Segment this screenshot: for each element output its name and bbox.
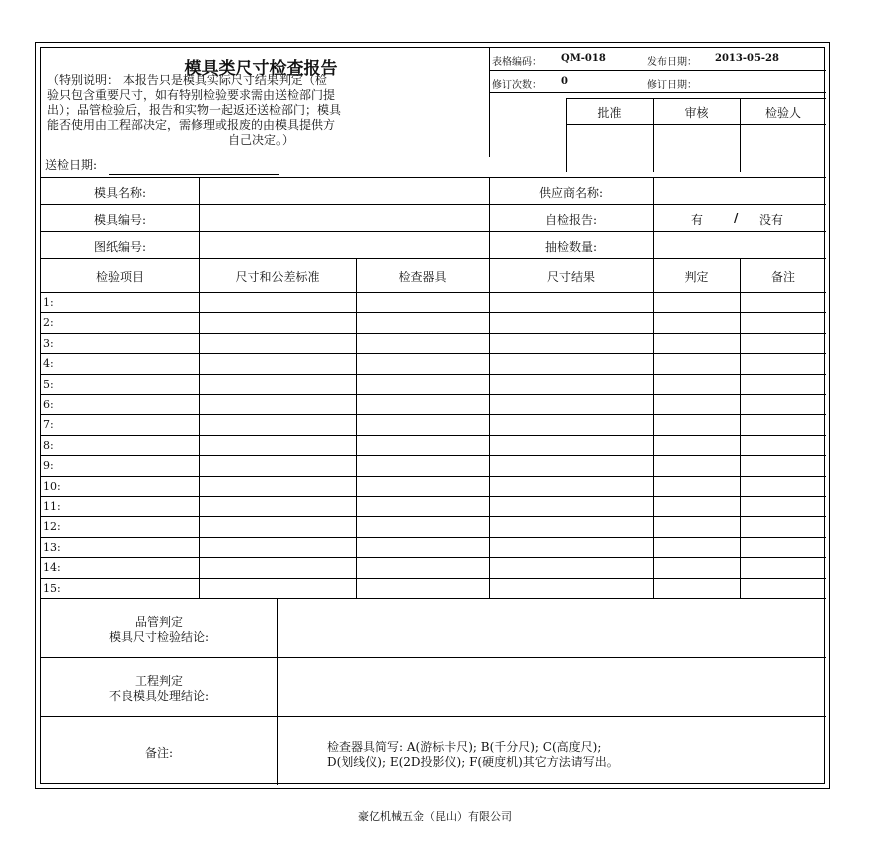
- rule: [41, 258, 826, 259]
- row-rule: [41, 374, 826, 375]
- header-divider: [489, 48, 490, 157]
- send-date-field[interactable]: [109, 174, 279, 175]
- approve-signature[interactable]: [567, 125, 653, 172]
- send-date-label: 送检日期:: [45, 158, 98, 172]
- note-line-5: 自己决定。）: [227, 133, 294, 147]
- note-line-2: 验只包含重要尺寸，如有特别检验要求需由送检部门提: [47, 88, 336, 102]
- row-number: 12:: [43, 520, 61, 533]
- row-number: 14:: [43, 561, 61, 574]
- row-number: 7:: [43, 418, 54, 431]
- remark-line1: 检查器具简写: A(游标卡尺); B(千分尺); C(高度尺);: [327, 740, 602, 754]
- note-line-4: 能否使用由工程部决定，需修理或报废的由模具提供方: [47, 118, 336, 132]
- supplier-name-field[interactable]: [654, 178, 826, 204]
- rule: [356, 258, 357, 598]
- row-rule: [41, 496, 826, 497]
- form-code-label: 表格编码：: [492, 57, 542, 68]
- remark-line2: D(划线仪); E(2D投影仪); F(硬度机)其它方法请写出。: [327, 755, 619, 769]
- self-check-yes[interactable]: 有: [691, 213, 704, 227]
- self-check-separator: /: [734, 211, 739, 225]
- row-number: 11:: [43, 500, 61, 513]
- row-rule: [41, 333, 826, 334]
- revision-value: 0: [561, 76, 568, 87]
- col-result: 尺寸结果: [546, 270, 595, 284]
- row-rule: [41, 394, 826, 395]
- col-remark: 备注: [770, 270, 795, 284]
- row-number: 2:: [43, 316, 54, 329]
- review-label: 审核: [684, 106, 709, 120]
- rule: [41, 292, 826, 293]
- mold-no-field[interactable]: [200, 205, 489, 231]
- report-frame: [40, 47, 825, 784]
- col-judge: 判定: [684, 270, 709, 284]
- mold-no-label: 模具编号:: [93, 213, 147, 227]
- col-standard: 尺寸和公差标准: [235, 270, 320, 284]
- report-sheet: [35, 42, 830, 789]
- row-rule: [41, 557, 826, 558]
- row-rule: [41, 516, 826, 517]
- drawing-no-label: 图纸编号:: [93, 240, 147, 254]
- rule: [41, 716, 826, 717]
- row-rule: [41, 537, 826, 538]
- row-number: 15:: [43, 582, 61, 595]
- rule: [740, 258, 741, 598]
- rule: [566, 98, 826, 99]
- row-rule: [41, 455, 826, 456]
- eng-conclusion-field[interactable]: [278, 658, 826, 716]
- supplier-name-label: 供应商名称:: [538, 186, 604, 200]
- remark-label: 备注:: [144, 746, 174, 760]
- approve-label: 批准: [597, 106, 622, 120]
- qc-judge-line2: 模具尺寸检验结论:: [108, 630, 210, 644]
- rule: [489, 70, 826, 71]
- col-tool: 检查器具: [398, 270, 447, 284]
- note-line-1: （特别说明： 本报告只是模具实际尺寸结果判定（检: [47, 73, 327, 87]
- sample-qty-field[interactable]: [654, 232, 826, 258]
- row-rule: [41, 435, 826, 436]
- revision-date-label: 修订日期：: [647, 80, 697, 91]
- self-check-label: 自检报告:: [544, 213, 598, 227]
- release-date-label: 发布日期：: [647, 57, 697, 68]
- eng-judge-line2: 不良模具处理结论:: [108, 689, 210, 703]
- row-number: 3:: [43, 337, 54, 350]
- row-rule: [41, 578, 826, 579]
- drawing-no-field[interactable]: [200, 232, 489, 258]
- inspector-label: 检验人: [764, 106, 801, 120]
- row-number: 10:: [43, 480, 61, 493]
- mold-name-label: 模具名称:: [93, 186, 147, 200]
- qc-judge-line1: 品管判定: [134, 615, 183, 629]
- row-rule: [41, 476, 826, 477]
- rule: [489, 92, 826, 93]
- self-check-no[interactable]: 没有: [759, 213, 784, 227]
- row-number: 13:: [43, 541, 61, 554]
- row-number: 9:: [43, 459, 54, 472]
- row-rule: [41, 414, 826, 415]
- form-code-value: QM-018: [561, 53, 606, 64]
- row-number: 6:: [43, 398, 54, 411]
- release-date-value: 2013-05-28: [715, 53, 779, 64]
- eng-judge-line1: 工程判定: [134, 674, 183, 688]
- report-title: 模具类尺寸检查报告: [184, 59, 338, 79]
- row-rule: [41, 312, 826, 313]
- row-number: 1:: [43, 296, 54, 309]
- row-number: 8:: [43, 439, 54, 452]
- row-number: 5:: [43, 378, 54, 391]
- company-footer: 豪亿机械五金（昆山）有限公司: [358, 810, 512, 823]
- inspector-signature[interactable]: [741, 125, 826, 172]
- revision-label: 修订次数：: [492, 80, 542, 91]
- col-item: 检验项目: [95, 270, 144, 284]
- sample-qty-label: 抽检数量:: [544, 240, 598, 254]
- qc-conclusion-field[interactable]: [278, 599, 826, 657]
- review-signature[interactable]: [654, 125, 740, 172]
- mold-name-field[interactable]: [200, 178, 489, 204]
- row-rule: [41, 353, 826, 354]
- row-number: 4:: [43, 357, 54, 370]
- note-line-3: 出）；品管检验后，报告和实物一起返还送检部门；模具: [47, 103, 342, 117]
